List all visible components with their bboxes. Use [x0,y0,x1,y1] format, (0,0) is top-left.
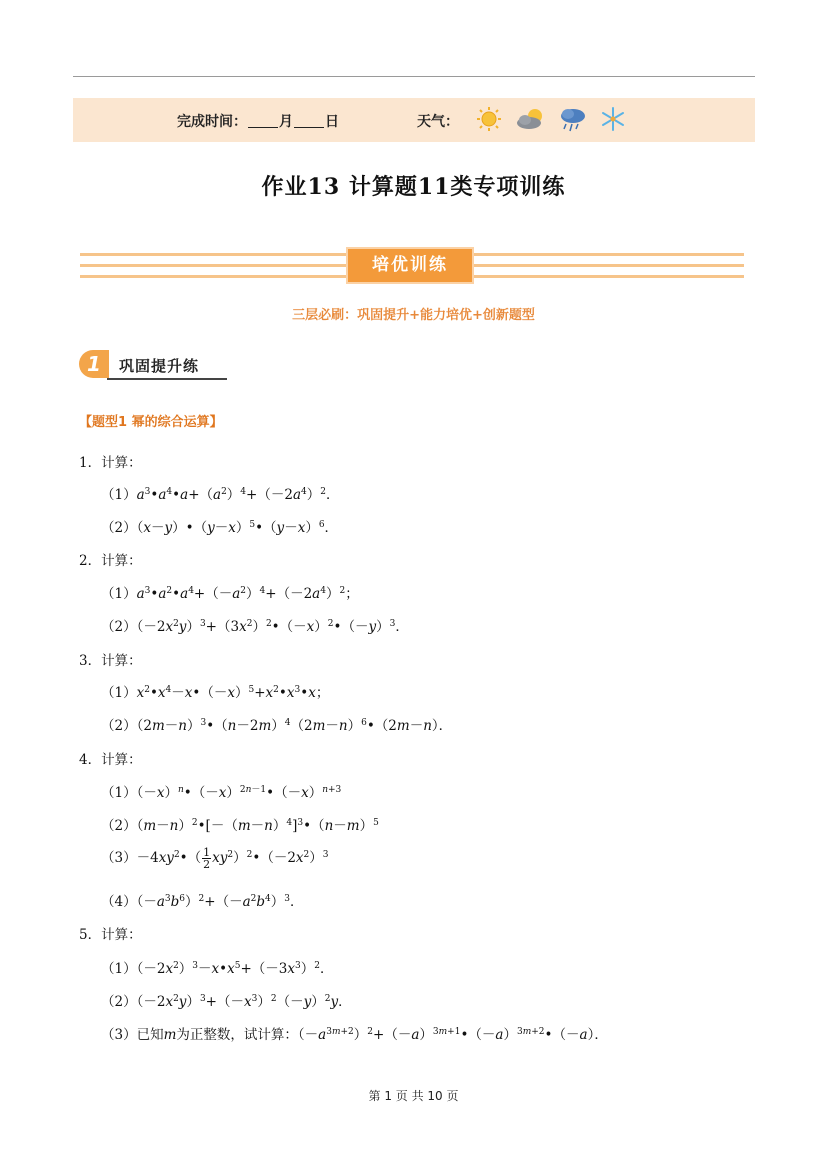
day-blank[interactable] [294,113,324,128]
section-label: 巩固提升练 [119,357,200,375]
page-footer: 第 1 页 共 10 页 [368,1089,459,1103]
section-badge: 培优训练 [348,249,472,282]
question-4-part-1: $(1)(-x)^n•(-x)^{2n-1}•(-x)^{n+3}$ [101,785,342,801]
month-blank[interactable] [248,113,278,128]
sunny-icon[interactable] [476,106,502,132]
question-3-label: 3．计算： [79,653,142,669]
question-type-heading: 【题型1 幂的综合运算】 [79,415,223,430]
question-5-part-2: $(2)(-2x^2y)^3+(-x^3)^2(-y)^2y$． [101,994,352,1010]
question-2-part-2: $(2)(-2x^2y)^3+(3x^2)^2•(-x)^2•(-y)^3$． [101,619,409,635]
question-3-part-1: $(1)x^2•x^4-x•(-x)^5+x^2•x^3•x$； [101,685,330,701]
section-heading [79,348,229,382]
rain-icon[interactable] [558,106,588,134]
subtitle: 三层必刷：巩固提升+能力培优+创新题型 [292,308,535,323]
question-1-part-1: $(1)a^3•a^4•a+(a^2)^4+(-2a^4)^2$． [101,487,340,503]
question-2-label: 2．计算： [79,553,142,569]
snowflake-icon[interactable] [600,106,626,132]
completion-time-field[interactable] [177,111,339,131]
section-number: 1 [79,350,109,378]
question-3-part-2: $(2)(2m-n)^3•(n-2m)^4(2m-n)^6•(2m-n)$． [101,718,453,734]
info-banner [73,98,755,142]
question-2-part-1: $(1)a^3•a^2•a^4+(-a^2)^4+(-2a^4)^2$； [101,586,359,602]
header-rule [73,76,755,77]
month-label: 月 [279,114,293,130]
question-1-part-2: $(2)(x-y)•(y-x)^5•(y-x)^6$． [101,520,339,536]
fraction: $\frac{1}{2}$ [203,846,211,871]
question-4-label: 4．计算： [79,752,142,768]
question-5-part-3: （3）已知m为正整数，试计算：$(-a^{3m+2})^2+(-a)^{3m+1}•(-a)^{3m+2}•(-a)$． [101,1027,608,1043]
question-4-part-3: $(3)-4xy^2•$（ $\frac{1}{2}$ $xy^2)^2•(-2x^2)^3$ [101,846,329,871]
weather-label: 天气： [417,114,459,130]
question-1-label: 1．计算： [79,455,142,471]
question-5-part-1: $(1)(-2x^2)^3-x•x^5+(-3x^3)^2$． [101,961,334,977]
question-4-part-2: $(2)(m-n)^2•[-(m-n)^4]^3•(n-m)^5$ [101,818,379,834]
document-title: 作业13 计算题11类专项训练 [261,174,566,200]
section-underline [107,378,227,380]
completion-time-label: 完成时间： [177,114,247,130]
question-5-label: 5．计算： [79,927,142,943]
partly-cloudy-icon[interactable] [515,106,549,132]
question-4-part-4: $(4)(-a^3b^6)^2+(-a^2b^4)^3$． [101,894,304,910]
day-label: 日 [325,114,339,130]
